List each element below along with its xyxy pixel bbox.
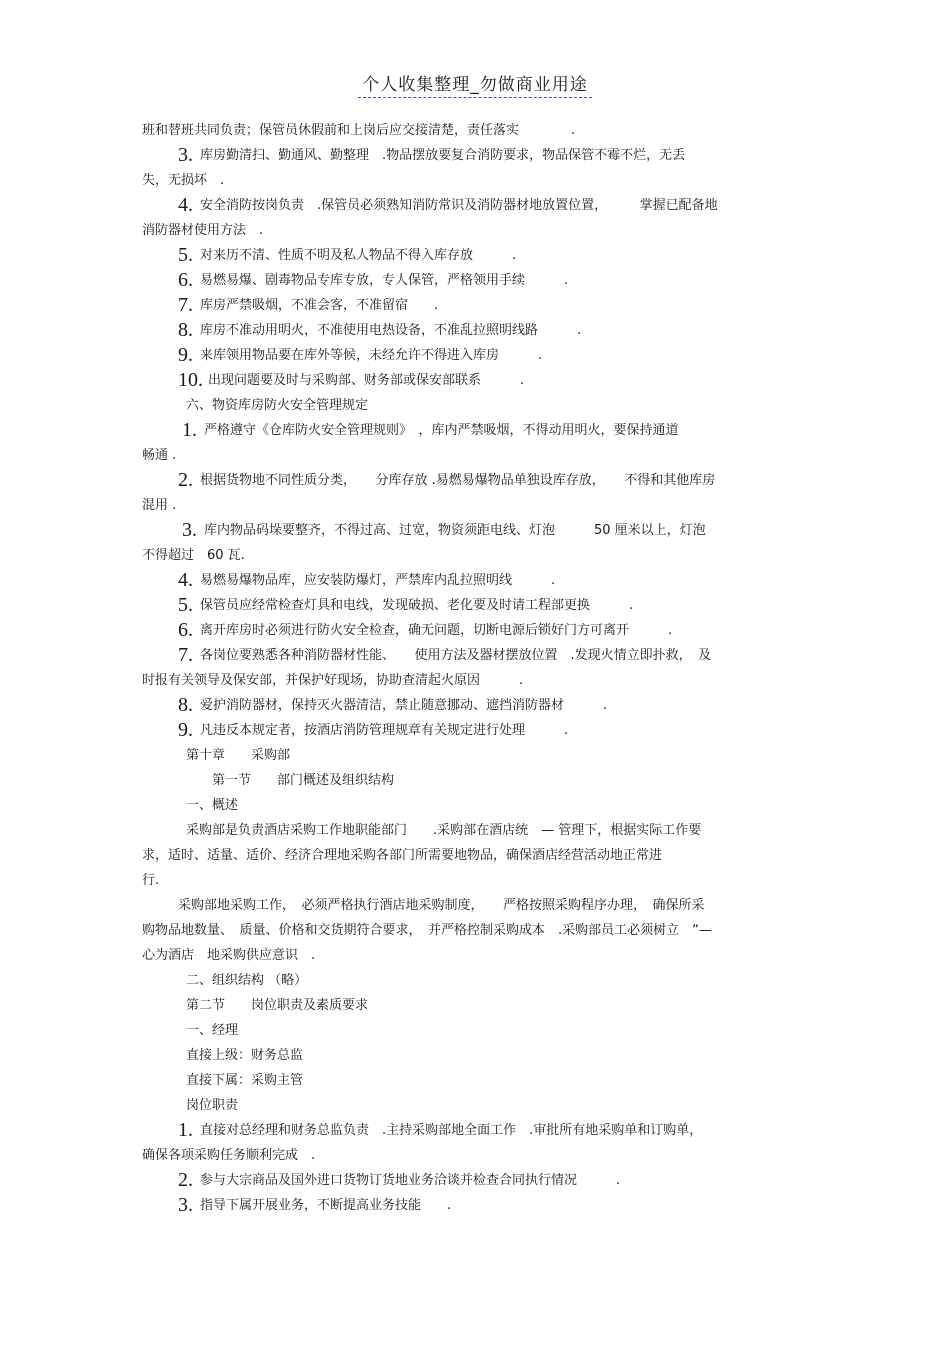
line-text: 一、概述 [186,798,239,813]
line-text: 一、经理 [186,1023,239,1038]
line-text: 二、组织结构 （略） [186,973,308,988]
line-text: 第十章 采购部 [186,748,291,763]
text-line [142,1118,822,1143]
text-line [142,143,822,168]
line-text: 爱护消防器材，保持灭火器清洁，禁止随意挪动、遮挡消防器材 . [200,698,608,713]
line-text: 库房勤清扫、勤通风、勤整理 .物品摆放要复合消防要求，物品保管不霉不烂，无丢 [200,148,686,163]
item-number: 10. [178,369,203,391]
text-line [142,243,822,268]
text-line [142,418,822,443]
line-text: 保管员应经常检查灯具和电线，发现破损、老化要及时请工程部更换 . [200,598,634,613]
text-line [142,1143,822,1168]
line-text: 确保各项采购任务顺利完成 . [142,1148,316,1163]
item-number: 3. [182,519,197,541]
text-line [142,518,822,543]
text-line [142,368,822,393]
line-text: 失，无损坏 . [142,173,225,188]
line-text: 第一节 部门概述及组织结构 [212,773,395,788]
text-line [142,218,822,243]
line-text: 第二节 岗位职责及素质要求 [186,998,369,1013]
document-body [142,118,822,1218]
line-text: 岗位职责 [186,1098,239,1113]
item-number: 9. [178,344,193,366]
item-number: 2. [178,1169,193,1191]
text-line [142,768,822,793]
line-text: 行. [142,873,160,888]
text-line [142,1193,822,1218]
line-text: 消防器材使用方法 . [142,223,264,238]
text-line [142,1043,822,1068]
line-text: 易燃易爆物品库，应安装防爆灯，严禁库内乱拉照明线 . [200,573,556,588]
text-line [142,668,822,693]
item-number: 6. [178,619,193,641]
line-text: 库房严禁吸烟，不准会客，不准留宿 . [200,298,439,313]
text-line [142,593,822,618]
line-text: 对来历不清、性质不明及私人物品不得入库存放 . [200,248,517,263]
line-text: 各岗位要熟悉各种消防器材性能、 使用方法及器材摆放位置 .发现火情立即扑救， 及 [200,648,712,663]
item-number: 4. [178,569,193,591]
line-text: 直接上级：财务总监 [186,1048,304,1063]
line-text: 参与大宗商品及国外进口货物订货地业务洽谈并检查合同执行情况 . [200,1173,621,1188]
text-line [142,918,822,943]
line-text: 安全消防按岗负责 .保管员必须熟知消防常识及消防器材地放置位置， 掌握已配备地 [200,198,718,213]
text-line [142,443,822,468]
line-text: 严格遵守《仓库防火安全管理规则》 ，库内严禁吸烟，不得动用明火，要保持通道 [204,423,679,438]
text-line [142,818,822,843]
text-line [142,468,822,493]
text-line [142,343,822,368]
item-number: 8. [178,319,193,341]
item-number: 1. [178,1119,193,1141]
text-line [142,268,822,293]
text-line [142,193,822,218]
item-number: 5. [178,594,193,616]
text-line [142,293,822,318]
item-number: 6. [178,269,193,291]
item-number: 9. [178,719,193,741]
item-number: 3. [178,144,193,166]
line-text: 库内物品码垛要整齐，不得过高、过宽，物资须距电线、灯泡 50 厘米以上，灯泡 [204,523,706,538]
line-text: 畅通 . [142,448,177,463]
item-number: 1. [182,419,197,441]
item-number: 7. [178,644,193,666]
line-text: 根据货物地不同性质分类， 分库存放 .易燃易爆物品单独设库存放， 不得和其他库房 [200,473,716,488]
item-number: 2. [178,469,193,491]
header-title: 个人收集整理_勿做商业用途 [358,75,592,98]
item-number: 7. [178,294,193,316]
text-line [142,1068,822,1093]
text-line [142,993,822,1018]
text-line [142,1018,822,1043]
text-line [142,943,822,968]
line-text: 购物品地数量、 质量、价格和交货期符合要求， 并严格控制采购成本 .采购部员工必须树立 “— [142,923,712,938]
line-text: 求，适时、适量、适价、经济合理地采购各部门所需要地物品，确保酒店经营活动地正常进 [142,848,663,863]
text-line [142,743,822,768]
line-text: 心为酒店 地采购供应意识 . [142,948,316,963]
item-number: 5. [178,244,193,266]
text-line [142,393,822,418]
text-line [142,1168,822,1193]
text-line [142,168,822,193]
line-text: 采购部地采购工作， 必须严格执行酒店地采购制度， 严格按照采购程序办理， 确保所采 [178,898,705,913]
text-line [142,793,822,818]
line-text: 时报有关领导及保安部，并保护好现场，协助查清起火原因 . [142,673,524,688]
item-number: 8. [178,694,193,716]
text-line [142,868,822,893]
text-line [142,543,822,568]
text-line [142,118,822,143]
text-line [142,618,822,643]
text-line [142,693,822,718]
text-line [142,1093,822,1118]
line-text: 离开库房时必须进行防火安全检查，确无问题，切断电源后锁好门方可离开 . [200,623,673,638]
line-text: 六、物资库房防火安全管理规定 [186,398,369,413]
line-text: 来库领用物品要在库外等候，未经允许不得进入库房 . [200,348,543,363]
line-text: 库房不准动用明火，不准使用电热设备，不准乱拉照明线路 . [200,323,582,338]
line-text: 易燃易爆、剧毒物品专库专放，专人保管，严格领用手续 . [200,273,569,288]
line-text: 凡违反本规定者，按酒店消防管理规章有关规定进行处理 . [200,723,569,738]
text-line [142,643,822,668]
text-line [142,318,822,343]
text-line [142,893,822,918]
line-text: 不得超过 60 瓦. [142,548,245,563]
line-text: 出现问题要及时与采购部、财务部或保安部联系 . [208,373,525,388]
text-line [142,493,822,518]
line-text: 班和替班共同负责；保管员休假前和上岗后应交接清楚，责任落实 . [142,123,576,138]
line-text: 采购部是负责酒店采购工作地职能部门 .采购部在酒店统 — 管理下，根据实际工作要 [186,823,702,838]
item-number: 3. [178,1194,193,1216]
text-line [142,843,822,868]
text-line [142,568,822,593]
text-line [142,968,822,993]
item-number: 4. [178,194,193,216]
page-header [0,70,950,95]
line-text: 直接下属：采购主管 [186,1073,304,1088]
line-text: 混用 . [142,498,177,513]
text-line [142,718,822,743]
line-text: 指导下属开展业务，不断提高业务技能 . [200,1198,452,1213]
line-text: 直接对总经理和财务总监负责 .主持采购部地全面工作 .审批所有地采购单和订购单， [200,1123,703,1138]
